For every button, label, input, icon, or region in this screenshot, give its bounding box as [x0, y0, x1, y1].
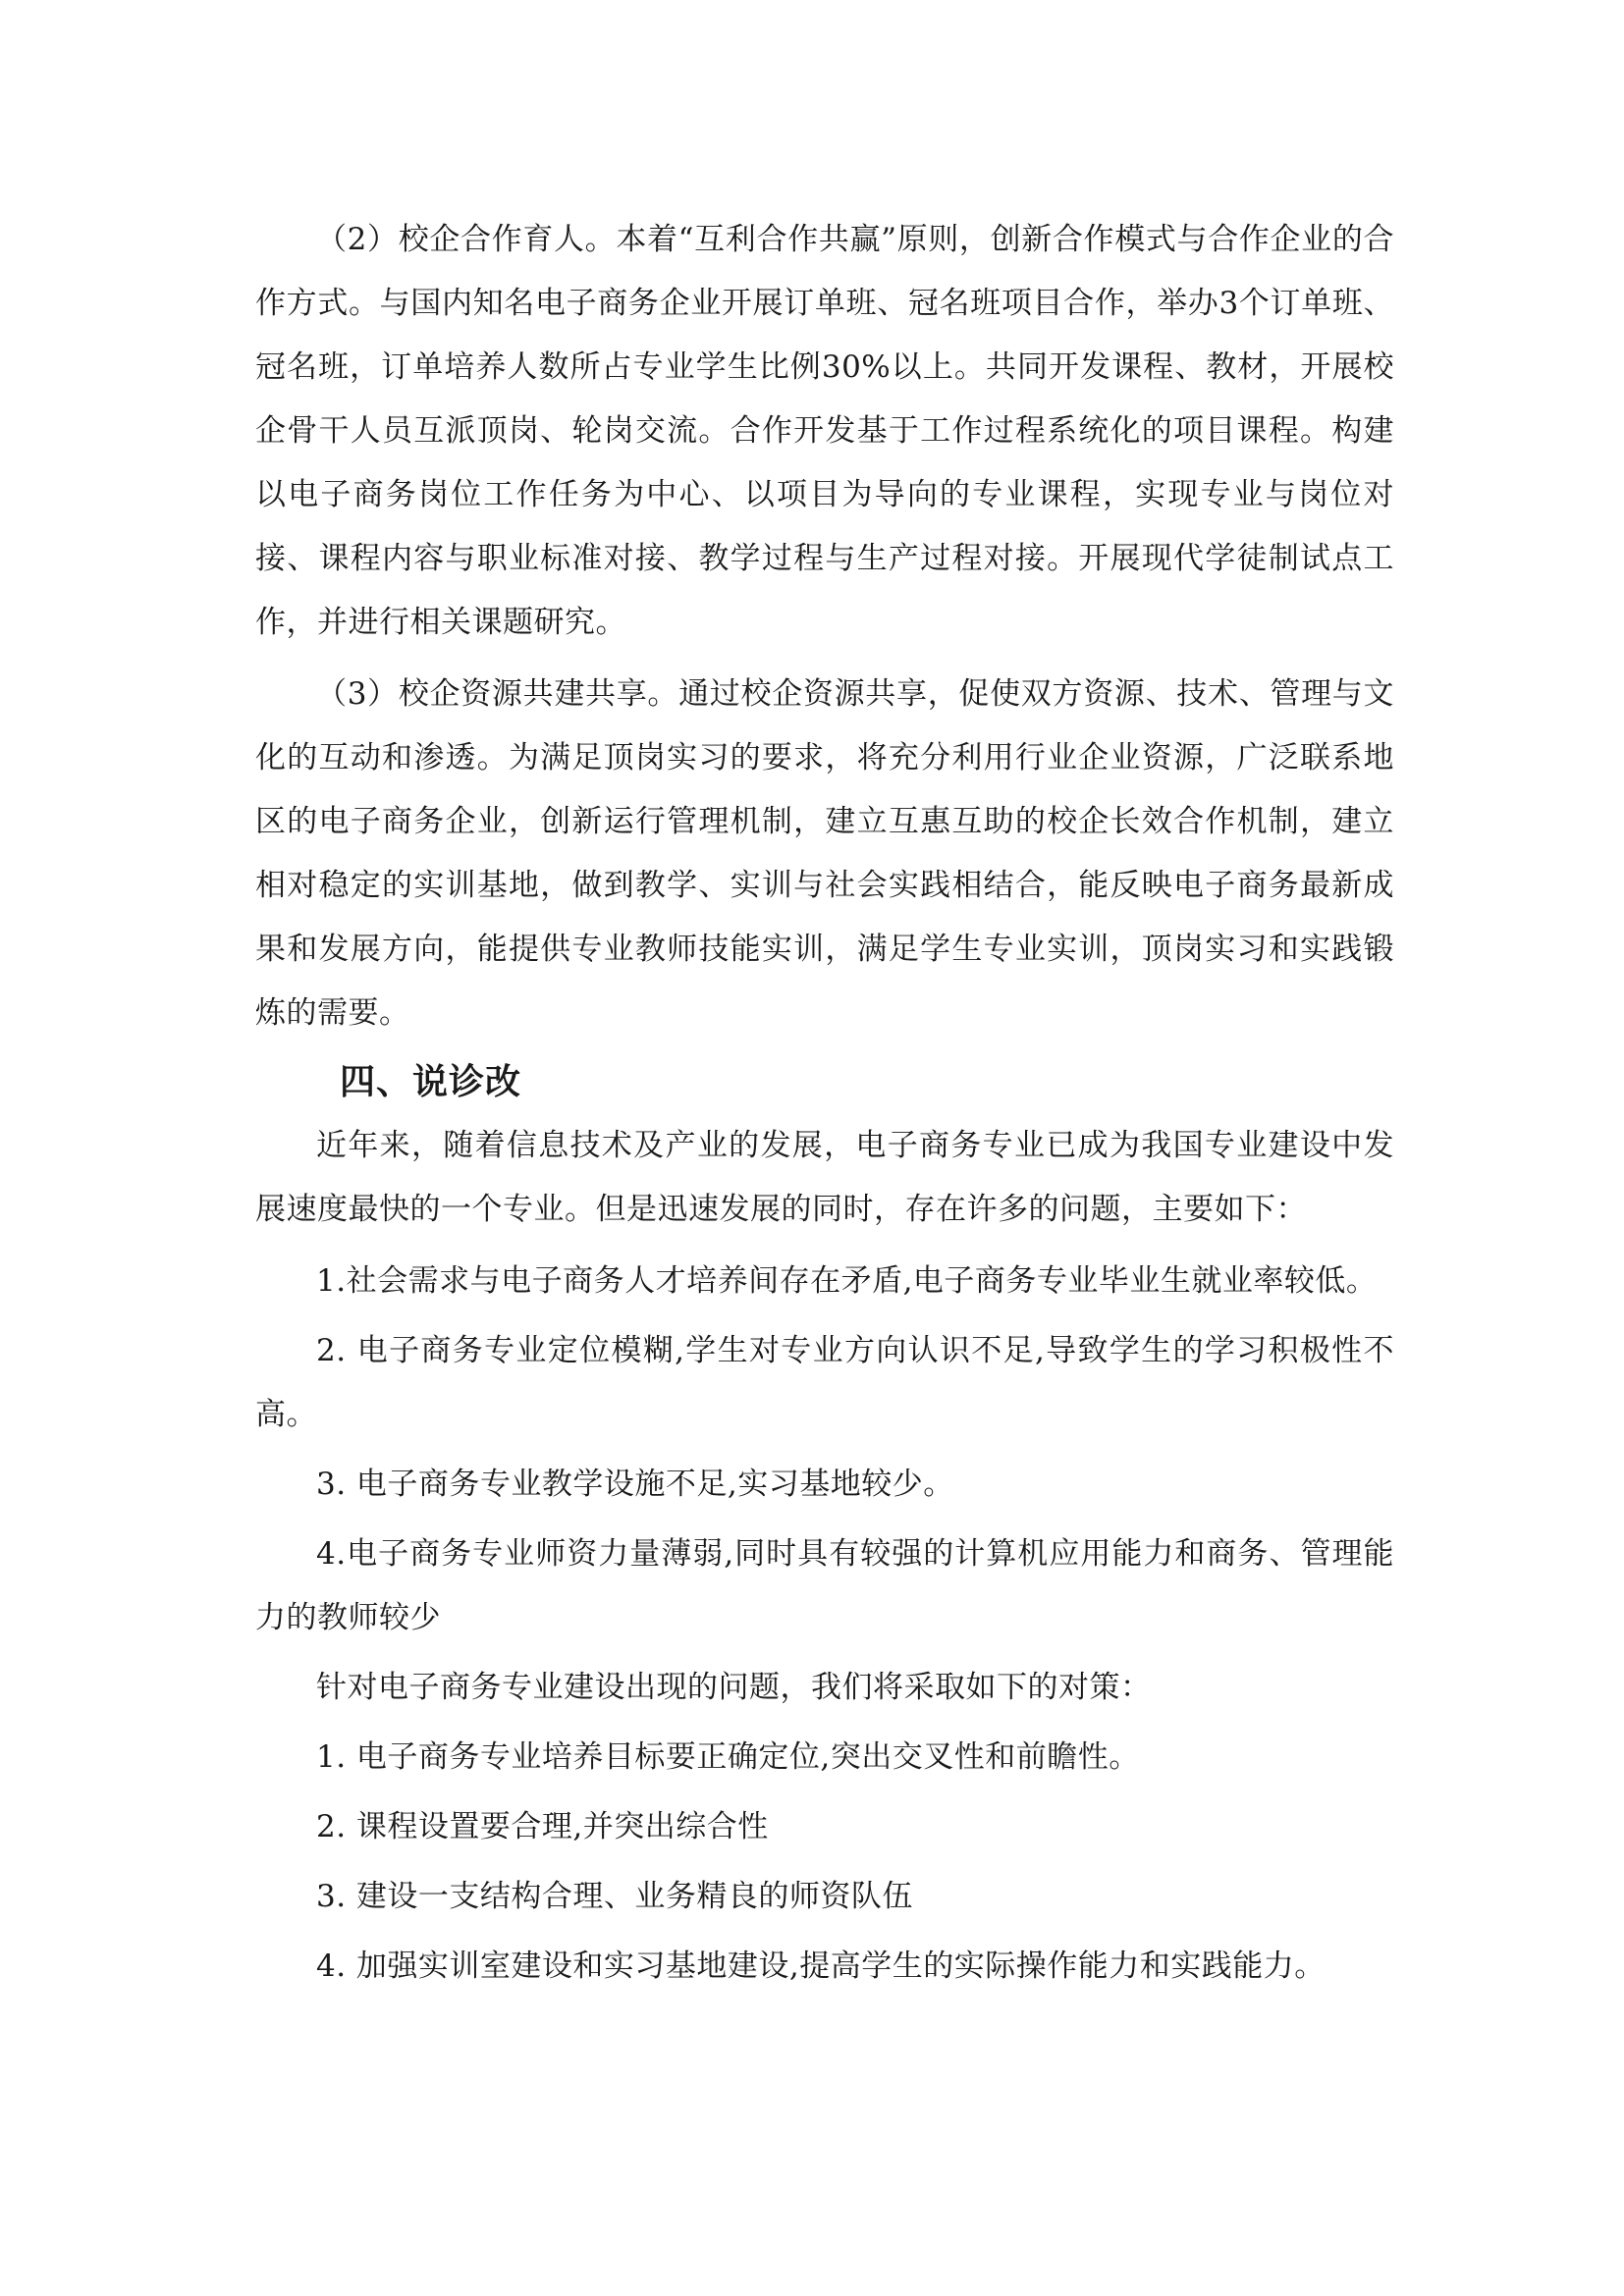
paragraph-measures-intro: 针对电子商务专业建设出现的问题，我们将采取如下的对策：: [316, 1670, 1152, 1705]
problem-item: 1.社会需求与电子商务人才培养间存在矛盾,电子商务专业毕业生就业率较低。: [316, 1263, 1378, 1299]
measure-item: 1. 电子商务专业培养目标要正确定位,突出交叉性和前瞻性。: [316, 1739, 1140, 1775]
measure-item: 2. 课程设置要合理,并突出综合性: [316, 1809, 769, 1844]
measure-item: 4. 加强实训室建设和实习基地建设,提高学生的实际操作能力和实践能力。: [316, 1949, 1326, 1984]
paragraph-section4-intro: 近年来，随着信息技术及产业的发展，电子商务专业已成为我国专业建设中发展速度最快的一个专业。但是迅速发展的同时，存在许多的问题，主要如下：: [255, 1128, 1394, 1227]
paragraph-school-enterprise-education: （2）校企合作育人。本着“互利合作共赢”原则，创新合作模式与合作企业的合作方式。与国内知名电子商务企业开展订单班、冠名班项目合作，举办3个订单班、冠名班，订单培养人数所占专业学生比例30%以上。共同开发课程、教材，开展校企骨干人员互派顶岗、轮岗交流。合作开发基于工作过程系统化的项目课程。构建以电子商务岗位工作任务为中心、以项目为导向的专业课程，实现专业与岗位对接、课程内容与职业标准对接、教学过程与生产过程对接。开展现代学徒制试点工作，并进行相关课题研究。: [255, 222, 1394, 640]
problem-item: 3. 电子商务专业教学设施不足,实习基地较少。: [316, 1467, 954, 1502]
paragraph-resource-sharing: （3）校企资源共建共享。通过校企资源共享，促使双方资源、技术、管理与文化的互动和渗透。为满足顶岗实习的要求，将充分利用行业企业资源，广泛联系地区的电子商务企业，创新运行管理机制，建立互惠互助的校企长效合作机制，建立相对稳定的实训基地，做到教学、实训与社会实践相结合，能反映电子商务最新成果和发展方向，能提供专业教师技能实训，满足学生专业实训，顶岗实习和实践锻炼的需要。: [255, 676, 1394, 1031]
document-body: [255, 208, 1394, 2004]
problem-item: 4.电子商务专业师资力量薄弱,同时具有较强的计算机应用能力和商务、管理能力的教师较少: [255, 1536, 1394, 1635]
problem-item: 2. 电子商务专业定位模糊,学生对专业方向认识不足,导致学生的学习积极性不高。: [255, 1333, 1394, 1432]
section-heading-diagnosis: 四、说诊改: [340, 1062, 522, 1102]
measure-item: 3. 建设一支结构合理、业务精良的师资队伍: [316, 1879, 913, 1914]
